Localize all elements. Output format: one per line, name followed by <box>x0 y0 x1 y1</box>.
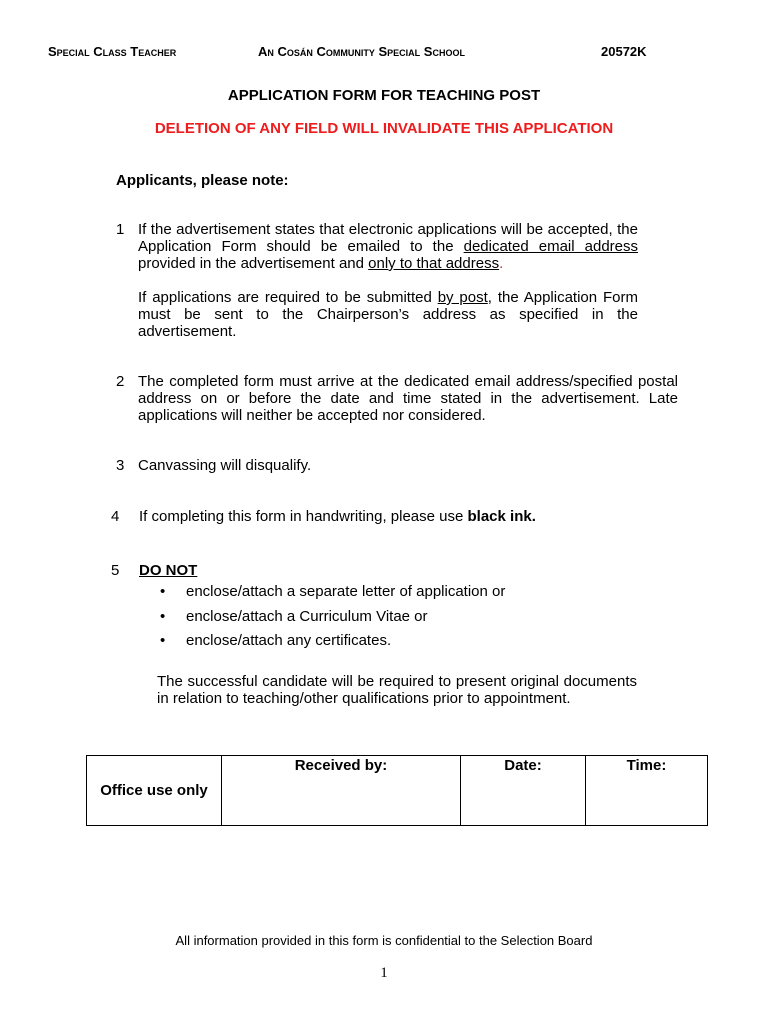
item-1-paragraph-2: If applications are required to be submitted by post, the Application Form must be sent to the Chairperson’s address as specified in the advertisement. <box>138 289 638 340</box>
item-1-paragraph-1: If the advertisement states that electronic applications will be accepted, the Application Form should be emailed to the dedicated email address provided in the advertisement and only to that address. <box>138 221 638 272</box>
bullet-icon: • <box>160 608 166 625</box>
item-5-number: 5 <box>111 562 120 579</box>
item-4-text: If completing this form in handwriting, please use black ink. <box>139 508 536 525</box>
item-3-number: 3 <box>116 457 125 474</box>
item-2-text: The completed form must arrive at the dedicated email address/specified postal address on or before the date and time stated in the advertisement. Late applications will neither be accepted nor considered. <box>138 373 678 424</box>
time-field: Time: <box>586 756 708 826</box>
office-use-table <box>86 755 708 826</box>
header-post: Special Class Teacher <box>48 44 177 59</box>
page-number: 1 <box>380 965 388 981</box>
warning-banner: DELETION OF ANY FIELD WILL INVALIDATE THIS APPLICATION <box>154 120 614 137</box>
bullet-icon: • <box>160 632 166 649</box>
item-2-number: 2 <box>116 373 125 390</box>
date-field: Date: <box>461 756 586 826</box>
originals-note: The successful candidate will be required to present original documents in relation to teaching/other qualifications prior to appointment. <box>157 673 637 707</box>
received-by-field: Received by: <box>222 756 461 826</box>
header-ref: 20572K <box>601 44 647 59</box>
item-1-number: 1 <box>116 221 125 238</box>
bullet-icon: • <box>160 583 166 600</box>
header-school: An Cosán Community Special School <box>258 44 465 59</box>
note-heading: Applicants, please note: <box>116 172 289 189</box>
item-3-text: Canvassing will disqualify. <box>138 457 312 474</box>
item-4-number: 4 <box>111 508 120 525</box>
confidentiality-footer: All information provided in this form is confidential to the Selection Board <box>175 933 593 948</box>
page-title: APPLICATION FORM FOR TEACHING POST <box>227 87 541 104</box>
do-not-heading: DO NOT <box>139 562 198 579</box>
office-use-label: Office use only <box>87 756 222 826</box>
